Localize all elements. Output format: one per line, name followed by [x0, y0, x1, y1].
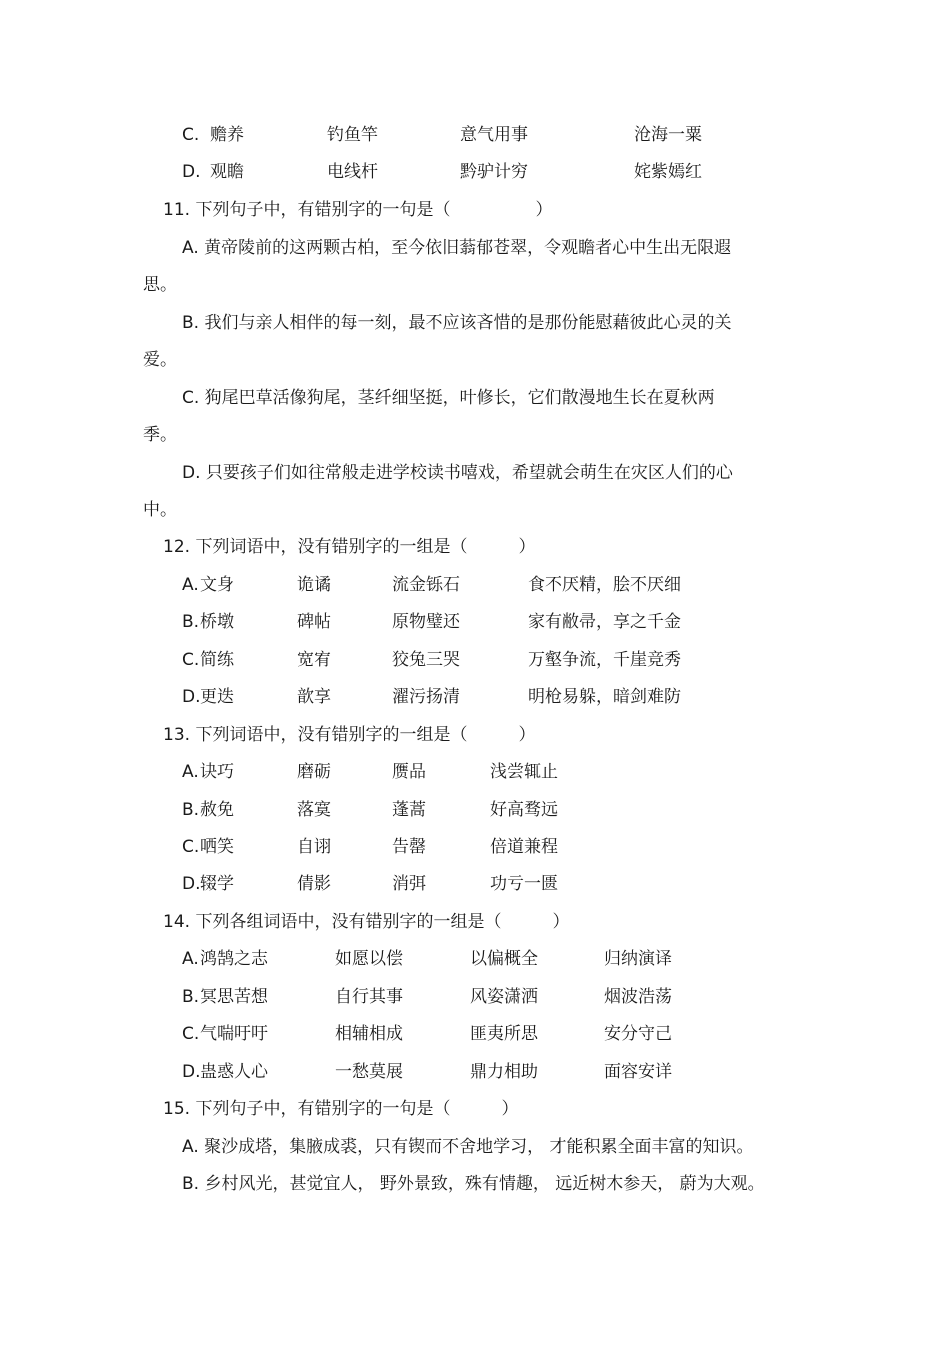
option-word: 倍道兼程 — [490, 837, 558, 857]
option-label: D. — [182, 687, 201, 707]
option-word: 简练 — [200, 650, 234, 670]
option-word: 沧海一粟 — [634, 125, 702, 145]
option-text: B. 乡村风光，甚觉宜人， 野外景致，殊有情趣， 远近树木参天， 蔚为大观。 — [182, 1174, 765, 1194]
option-label: C. — [182, 837, 200, 857]
option-label: B. — [182, 612, 200, 632]
option-label: D. — [182, 162, 201, 182]
option-label: A. — [182, 575, 199, 595]
option-word: 冥思苦想 — [200, 987, 268, 1007]
q12-option-d — [0, 685, 950, 709]
option-word: 好高骛远 — [490, 800, 558, 820]
option-word: 浅尝辄止 — [490, 762, 558, 782]
question-stem: 13. 下列词语中，没有错别字的一组是（ ） — [163, 725, 536, 745]
option-word: 家有敝帚，享之千金 — [528, 612, 681, 632]
q12-option-b — [0, 610, 950, 634]
option-text-continued: 爱。 — [143, 350, 177, 370]
option-word: 电线杆 — [327, 162, 378, 182]
option-label: C. — [182, 125, 200, 145]
option-word: 蓬蒿 — [392, 800, 426, 820]
q14-option-c — [0, 1022, 950, 1046]
option-word: 钓鱼竿 — [327, 125, 378, 145]
option-word: 更迭 — [200, 687, 234, 707]
option-word: 以偏概全 — [470, 949, 538, 969]
option-text-continued: 思。 — [143, 275, 177, 295]
q14-option-d — [0, 1060, 950, 1084]
option-word: 磨砺 — [297, 762, 331, 782]
q13-option-d — [0, 872, 950, 896]
option-word: 赡养 — [210, 125, 244, 145]
option-word: 诀巧 — [200, 762, 234, 782]
q15-stem — [0, 1097, 950, 1121]
q15-option-b — [0, 1172, 950, 1196]
option-word: 一愁莫展 — [335, 1062, 403, 1082]
option-word: 观瞻 — [210, 162, 244, 182]
option-label: B. — [182, 987, 200, 1007]
option-text-continued: 中。 — [143, 500, 177, 520]
option-word: 文身 — [200, 575, 234, 595]
option-word: 哂笑 — [200, 837, 234, 857]
option-word: 辍学 — [200, 874, 234, 894]
option-label: B. — [182, 800, 200, 820]
option-word: 赝品 — [392, 762, 426, 782]
option-label: D. — [182, 1062, 201, 1082]
option-word: 蛊惑人心 — [200, 1062, 268, 1082]
q13-stem — [0, 723, 950, 747]
q14-stem — [0, 910, 950, 934]
q11-option-d — [0, 461, 950, 485]
q11-option-b-cont — [0, 348, 950, 372]
option-label: D. — [182, 874, 201, 894]
option-word: 匪夷所思 — [470, 1024, 538, 1044]
option-label: C. — [182, 1024, 200, 1044]
option-word: 烟波浩荡 — [604, 987, 672, 1007]
option-label: A. — [182, 762, 199, 782]
option-text: D. 只要孩子们如往常般走进学校读书嘻戏，希望就会萌生在灾区人们的心 — [182, 463, 733, 483]
q11-option-a — [0, 236, 950, 260]
q10-option-c — [0, 123, 950, 147]
option-word: 告罄 — [392, 837, 426, 857]
option-text: A. 聚沙成塔，集腋成裘，只有锲而不舍地学习， 才能积累全面丰富的知识。 — [182, 1137, 754, 1157]
option-word: 宽宥 — [297, 650, 331, 670]
option-word: 消弭 — [392, 874, 426, 894]
option-word: 濯污扬清 — [392, 687, 460, 707]
q13-option-a — [0, 760, 950, 784]
option-word: 流金铄石 — [392, 575, 460, 595]
option-word: 诡谲 — [297, 575, 331, 595]
q14-option-a — [0, 947, 950, 971]
option-word: 自诩 — [297, 837, 331, 857]
option-label: A. — [182, 949, 199, 969]
q11-option-b — [0, 311, 950, 335]
option-word: 倩影 — [297, 874, 331, 894]
q12-option-a — [0, 573, 950, 597]
option-word: 相辅相成 — [335, 1024, 403, 1044]
option-word: 自行其事 — [335, 987, 403, 1007]
question-stem: 11. 下列句子中，有错别字的一句是（ ） — [163, 200, 553, 220]
question-stem: 14. 下列各组词语中，没有错别字的一组是（ ） — [163, 912, 570, 932]
q12-option-c — [0, 648, 950, 672]
option-text: A. 黄帝陵前的这两颗古柏，至今依旧蓊郁苍翠，令观瞻者心中生出无限遐 — [182, 238, 732, 258]
option-word: 鸿鹄之志 — [200, 949, 268, 969]
option-word: 落寞 — [297, 800, 331, 820]
q11-option-c — [0, 386, 950, 410]
option-text-continued: 季。 — [143, 425, 177, 445]
option-word: 桥墩 — [200, 612, 234, 632]
q10-option-d — [0, 160, 950, 184]
option-word: 气喘吁吁 — [200, 1024, 268, 1044]
option-word: 原物璧还 — [392, 612, 460, 632]
option-word: 歆享 — [297, 687, 331, 707]
option-word: 明枪易躲，暗剑难防 — [528, 687, 681, 707]
option-word: 鼎力相助 — [470, 1062, 538, 1082]
option-word: 食不厌精，脍不厌细 — [528, 575, 681, 595]
q11-option-a-cont — [0, 273, 950, 297]
option-word: 姹紫嫣红 — [634, 162, 702, 182]
option-word: 万壑争流，千崖竞秀 — [528, 650, 681, 670]
option-word: 狡兔三哭 — [392, 650, 460, 670]
q11-option-c-cont — [0, 423, 950, 447]
q15-option-a — [0, 1135, 950, 1159]
option-word: 意气用事 — [460, 125, 528, 145]
q11-stem — [0, 198, 950, 222]
option-label: C. — [182, 650, 200, 670]
q13-option-c — [0, 835, 950, 859]
option-word: 功亏一匮 — [490, 874, 558, 894]
question-stem: 12. 下列词语中，没有错别字的一组是（ ） — [163, 537, 536, 557]
option-word: 风姿潇洒 — [470, 987, 538, 1007]
q14-option-b — [0, 985, 950, 1009]
option-word: 碑帖 — [297, 612, 331, 632]
option-word: 归纳演译 — [604, 949, 672, 969]
q11-option-d-cont — [0, 498, 950, 522]
option-word: 面容安详 — [604, 1062, 672, 1082]
option-text: C. 狗尾巴草活像狗尾，茎纤细坚挺，叶修长，它们散漫地生长在夏秋两 — [182, 388, 715, 408]
q12-stem — [0, 535, 950, 559]
q13-option-b — [0, 798, 950, 822]
option-text: B. 我们与亲人相伴的每一刻，最不应该吝惜的是那份能慰藉彼此心灵的关 — [182, 313, 732, 333]
option-word: 黔驴计穷 — [460, 162, 528, 182]
option-word: 如愿以偿 — [335, 949, 403, 969]
question-stem: 15. 下列句子中，有错别字的一句是（ ） — [163, 1099, 519, 1119]
option-word: 赦免 — [200, 800, 234, 820]
option-word: 安分守己 — [604, 1024, 672, 1044]
